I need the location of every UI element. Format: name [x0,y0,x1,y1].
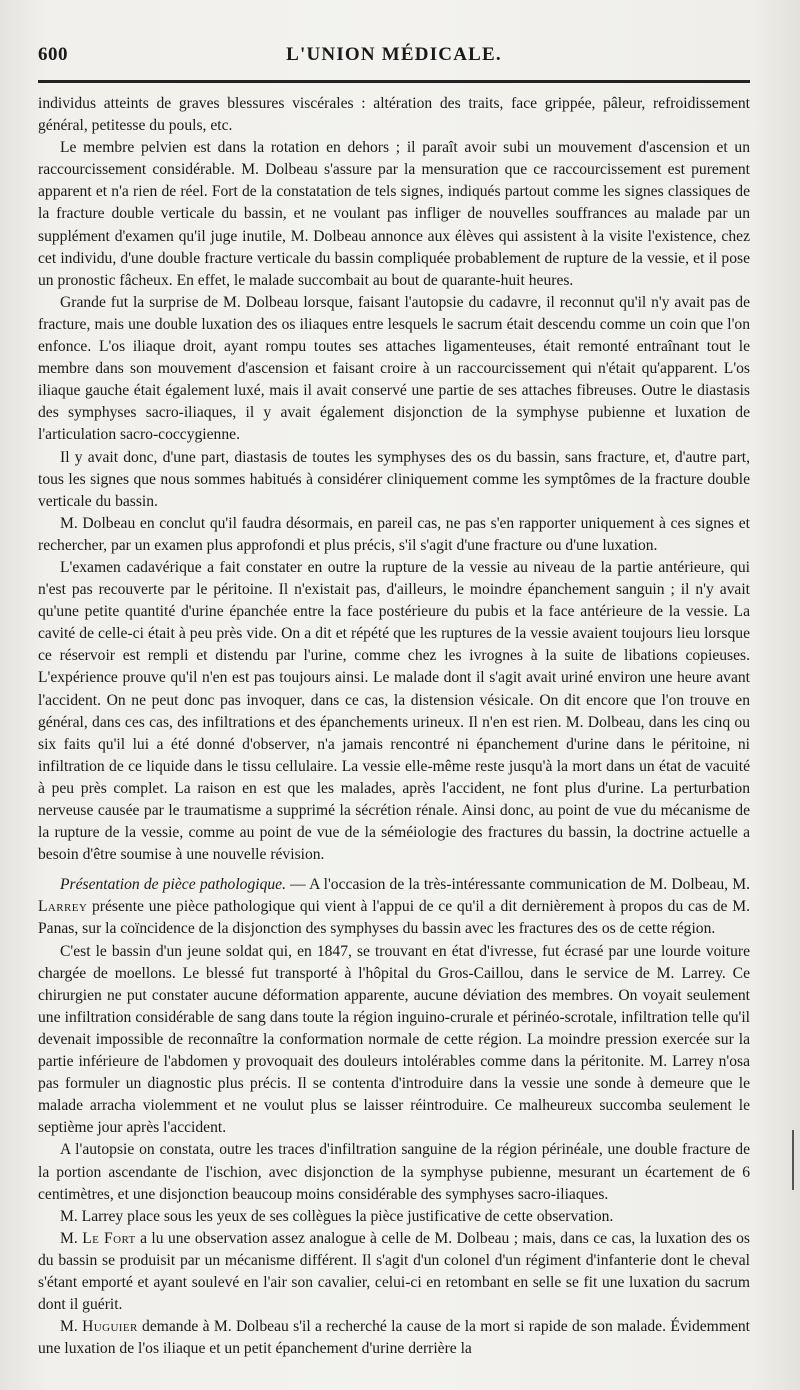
speaker-name: Huguier [82,1318,138,1336]
page-number: 600 [38,44,68,65]
paragraph: A l'autopsie on constata, outre les traces d'infiltration sanguine de la région périnéale, une double fracture de la portion ascendante de l'ischion, avec disjonction de la symphyse pubienne, mesurant un écartement de 6 centimètres, et une disjonction beaucoup moins considérable des symphyses sacro-iliaques. [38,1141,750,1203]
section-dash: — [286,876,310,894]
paragraph: C'est le bassin d'un jeune soldat qui, en 1847, se trouvant en état d'ivresse, fut écrasé par une lourde voiture chargée de moellons. Le blessé fut transporté à l'hôpital du Gros-Caillou, dans le service de M. Larrey. Ce chirurgien ne put constater aucune déformation apparente, aucune déviation des membres. On voyait seulement une infiltration considérable de sang dans toute la région inguino-crurale et périnéo-scrotale, infiltration telle qu'il devenait impossible de reconnaître la conformation normale de cette région. La moindre pression exercée sur la partie inférieure de l'abdomen y provoquait des douleurs intolérables comme dans la péritonite. M. Larrey n'osa pas formuler un diagnostic plus précis. Il se contenta d'introduire dans la vessie une sonde à demeure que le malade arracha violemment et ne voulut plus se laisser réintroduire. Ce malheureux succomba seulement le septième jour après l'accident. [38,942,750,1137]
lefort-text: a lu une observation assez analogue à celle de M. Dolbeau ; mais, dans ce cas, la luxation des os du bassin se produisit par un mécanisme différent. Il s'agit d'un colonel d'un régiment d'infanterie dont le cheval s'étant emporté et ayant soulevé en l'air son cavalier, celui-ci en retombant en selle se fit une luxation du sacrum dont il guérit. [38,1229,750,1314]
speaker-name: Le Fort [82,1229,136,1247]
speaker-name: Larrey [38,898,88,916]
paragraph: M. Larrey place sous les yeux de ses collègues la pièce justificative de cette observation. [60,1207,614,1225]
huguier-prefix: M. [60,1318,83,1336]
header-rule [38,80,750,83]
paragraph: Il y avait donc, d'une part, diastasis de toutes les symphyses des os du bassin, sans fracture, et, d'autre part, tous les signes que nous sommes habitués à considérer cliniquement comme les symptômes de la fracture double verticale du bassin. [38,448,750,510]
running-head: L'UNION MÉDICALE. [286,44,502,65]
paragraph: L'examen cadavérique a fait constater en outre la rupture de la vessie au niveau de la partie antérieure, qui n'est pas recouverte par le péritoine. Il n'existait pas, d'ailleurs, le moindre épanchement sanguin ; il n'y avait qu'une petite quantité d'urine épanchée entre la face postérieure du pubis et la face antérieure de la vessie. La cavité de celle-ci était à peu près vide. On a dit et répété que les ruptures de la vessie avaient toujours lieu lorsque ce réservoir est rempli et distendu par l'urine, comme chez les ivrognes à la suite de libations copieuses. L'expérience prouve qu'il n'en est pas toujours ainsi. Le malade dont il s'agit avait uriné environ une heure avant l'accident. On ne peut donc pas invoquer, dans ce cas, la distension vésicale. On dit encore que l'on trouve en général, dans ces cas, des infiltrations et des épanchements urineux. Il n'en est rien. M. Dolbeau, dans les cinq ou six faits qu'il lui a été donné d'observer, n'a jamais rencontré ni épanchement d'urine dans le péritoine, ni infiltration de ce liquide dans le tissu cellulaire. La vessie elle-même reste jusqu'à la mort dans un état de vacuité à peu près complet. La raison en est que les malades, après l'accident, ne font plus d'urine. La perturbation nerveuse causée par le traumatisme a supprimé la sécrétion rénale. Ainsi donc, au point de vue du mécanisme de la rupture de la vessie, comme au point de vue de la séméiologie des fractures du bassin, la doctrine actuelle a besoin d'être soumise à une nouvelle révision. [38,558,750,864]
huguier-paragraph [38,1316,750,1360]
article-body [38,93,750,1360]
section-intro-a: A l'occasion de la très-intéressante communication de M. Dolbeau, M. [309,876,750,894]
section-paragraph [38,874,750,940]
paragraph: individus atteints de graves blessures viscérales : altération des traits, face grippée, pâleur, refroidissement général, petitesse du pouls, etc. [38,95,750,135]
huguier-text: demande à M. Dolbeau s'il a recherché la cause de la mort si rapide de son malade. Évidemment une luxation de l'os iliaque et un petit épanchement d'urine derrière la [38,1318,750,1358]
page-header [38,44,750,72]
page-edge-mark [792,1130,794,1190]
section-intro-b: présente une pièce pathologique qui vient à l'appui de ce qu'il a dit dernièrement à propos du cas de M. Panas, sur la coïncidence de la disjonction des symphyses du bassin avec les fractures des os de cette région. [38,898,750,938]
lefort-paragraph [38,1228,750,1316]
paragraph: M. Dolbeau en conclut qu'il faudra désormais, en pareil cas, ne pas s'en rapporter uniquement à ces signes et rechercher, par un examen plus approfondi et plus précis, s'il s'agit d'une fracture ou d'une luxation. [38,514,750,554]
paragraph: Le membre pelvien est dans la rotation en dehors ; il paraît avoir subi un mouvement d'ascension et un raccourcissement considérable. M. Dolbeau s'assure par la mensuration que ce raccourcissement est purement apparent et n'a rien de réel. Fort de la constatation de tels signes, indiqués partout comme les signes classiques de la fracture double verticale du bassin, et ne voulant pas infliger de nouvelles souffrances au malade par un supplément d'examen qu'il juge inutile, M. Dolbeau annonce aux élèves qui assistent à la visite l'existence, chez cet individu, d'une double fracture verticale du bassin compliquée probablement de rupture de la vessie, et il pose un pronostic fâcheux. En effet, le malade succombait au bout de quarante-huit heures. [38,139,750,289]
paragraph: Grande fut la surprise de M. Dolbeau lorsque, faisant l'autopsie du cadavre, il reconnut qu'il n'y avait pas de fracture, mais une double luxation des os iliaques entre lesquels le sacrum était descendu comme un coin que l'on enfonce. L'os iliaque droit, ayant rompu toutes ses attaches ligamenteuses, était remonté entraînant tout le membre dans son mouvement d'ascension et faisant croire à un raccourcissement qui n'était qu'apparent. L'os iliaque gauche était également luxé, mais il avait conservé une partie de ses attaches fibreuses. Outre le diastasis des symphyses sacro-iliaques, il y avait également disjonction de la symphyse pubienne et luxation de l'articulation sacro-coccygienne. [38,293,750,444]
lefort-prefix: M. [60,1229,83,1247]
section-heading: Présentation de pièce pathologique. [60,876,287,894]
